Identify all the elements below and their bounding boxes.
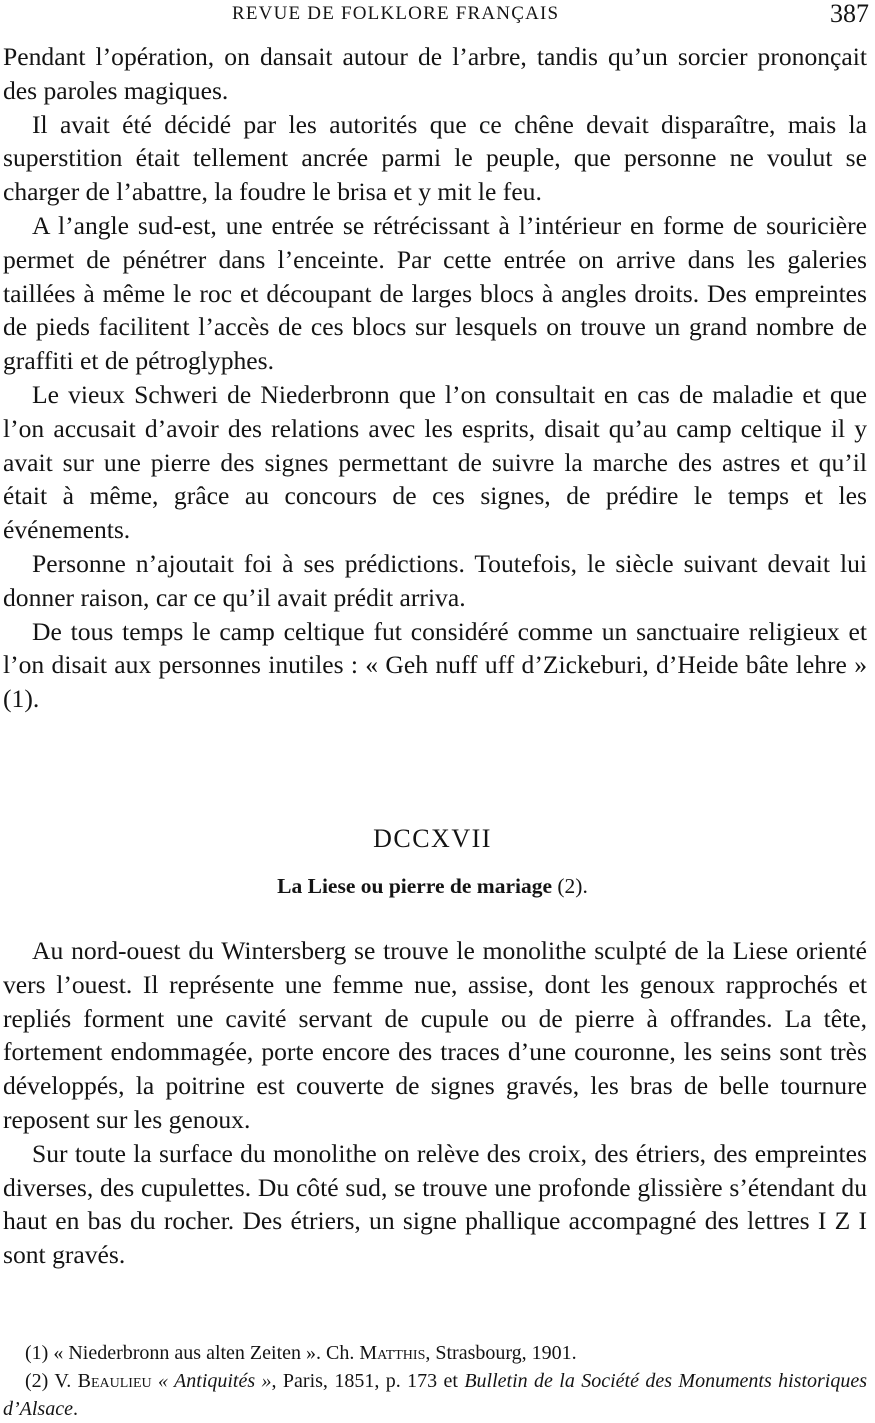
footnote-text: « Niederbronn aus alten Zeiten ». Ch.	[53, 1342, 355, 1364]
paragraph: Il avait été décidé par les autorités que ce chêne devait disparaître, mais la superstition était tellement ancrée parmi le peuple, que personne ne voulut se charger de l’abattre, la foudre le brisa et y mit le feu.	[3, 109, 867, 207]
footnote-author: Beaulieu	[77, 1370, 152, 1392]
footnote-1	[3, 1339, 867, 1367]
footnote-text: , Strasbourg, 1901.	[425, 1342, 577, 1364]
page-number: 387	[830, 0, 869, 28]
footnote-author: Matthis	[359, 1342, 426, 1364]
footnote-journal-title: Bulletin de la Société des Monuments historiques d’Alsace	[3, 1370, 868, 1420]
footnote-text: .	[72, 1398, 78, 1420]
running-title: REVUE DE FOLKLORE FRANÇAIS	[232, 3, 560, 24]
footnote-marker: (1)	[25, 1342, 49, 1364]
footnote-work-title: « Antiquités »	[158, 1370, 272, 1392]
paragraph: A l’angle sud-est, une entrée se rétrécissant à l’intérieur en forme de souricière permet de pénétrer dans l’enceinte. Par cette entrée on arrive dans les galeries taillées à même le roc et découpant de larges blocs à angles droits. Des empreintes de pieds facilitent l’accès de ces blocs sur lesquels on trouve un grand nombre de graffiti et de pétroglyphes.	[3, 210, 867, 376]
section-title-text: La Liese ou pierre de mariage	[277, 874, 553, 898]
paragraph: Personne n’ajoutait foi à ses prédictions. Toutefois, le siècle suivant devait lui donner raison, car ce qu’il avait prédit arriva.	[3, 548, 867, 612]
footnotes	[3, 1339, 867, 1423]
running-head	[0, 0, 875, 30]
paragraph: Le vieux Schweri de Niederbronn que l’on consultait en cas de maladie et que l’on accusait d’avoir des relations avec les esprits, disait qu’au camp celtique il y avait sur une pierre des signes permettant de suivre la marche des astres et qu’il était à même, grâce au concours de ces signes, de prédire le temps et les événements.	[3, 379, 867, 545]
paragraph: Au nord-ouest du Wintersberg se trouve le monolithe sculpté de la Liese orienté vers l’ouest. Il représente une femme nue, assise, dont les genoux rapprochés et repliés forment une cavité servant de cupule ou de pierre à offrandes. La tête, fortement endommagée, porte encore des traces d’une couronne, les seins sont très développés, la poitrine est couverte de signes gravés, les bras de belle tournure reposent sur les genoux.	[3, 936, 867, 1134]
paragraph: De tous temps le camp celtique fut considéré comme un sanctuaire religieux et l’on disait aux personnes inutiles : « Geh nuff uff d’Zickeburi, d’Heide bâte lehre » (1).	[3, 616, 867, 714]
section-title-note: (2).	[557, 874, 588, 898]
footnote-marker: (2)	[25, 1370, 49, 1392]
footnote-text: , Paris, 1851, p. 173 et	[271, 1370, 458, 1392]
paragraph: Sur toute la surface du monolithe on relève des croix, des étriers, des empreintes diverses, des cupulettes. Du côté sud, se trouve une profonde glissière s’étendant du haut en bas du rocher. Des étriers, un signe phallique accompagné des lettres I Z I sont gravés.	[3, 1138, 867, 1270]
body-text-block	[3, 40, 867, 716]
section-title	[0, 874, 865, 899]
footnote-text: V.	[54, 1370, 72, 1392]
paragraph: Pendant l’opération, on dansait autour de l’arbre, tandis qu’un sorcier prononçait des paroles magiques.	[3, 42, 867, 105]
section-number: DCCXVII	[373, 824, 492, 853]
footnote-2	[3, 1367, 867, 1423]
section-text-block	[3, 934, 867, 1272]
